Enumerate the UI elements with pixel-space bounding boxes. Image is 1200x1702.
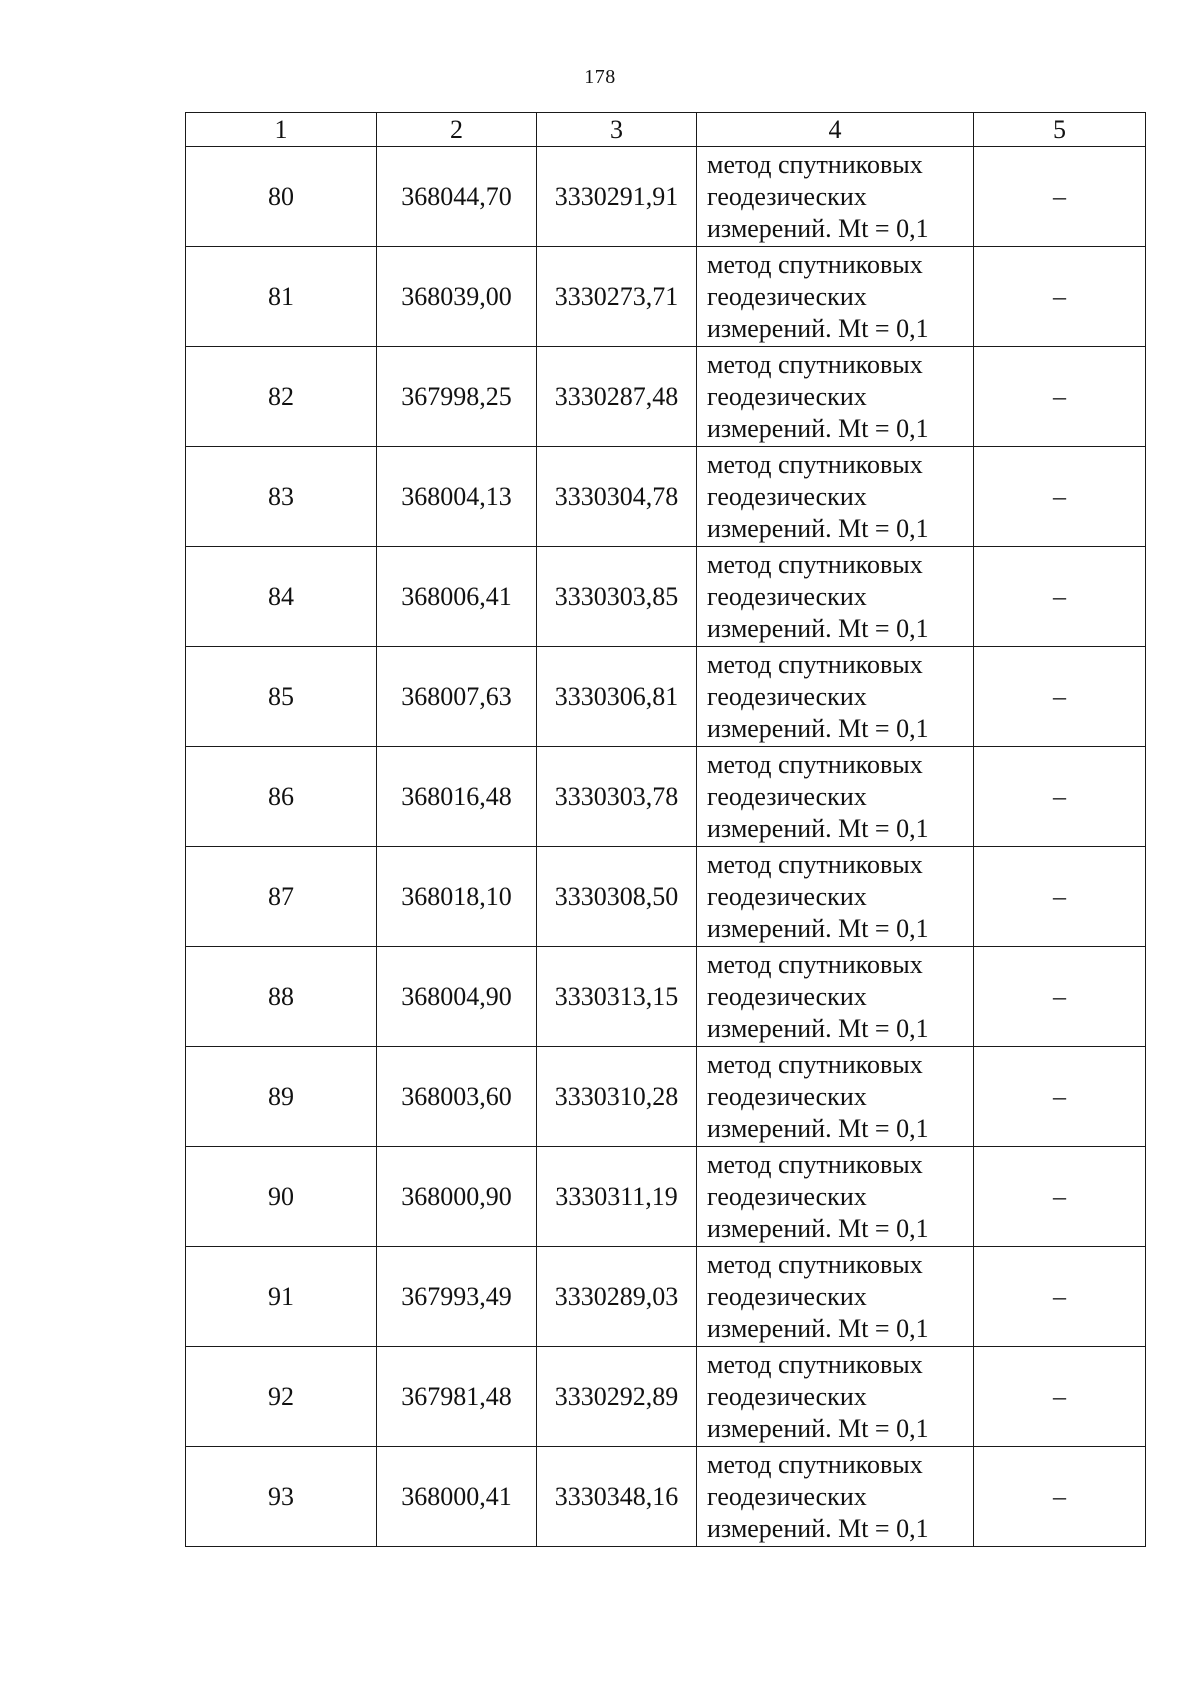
- method-line-1: метод спутниковых: [707, 1349, 923, 1379]
- method-line-3: измерений. Mt = 0,1: [707, 513, 929, 543]
- method-line-1: метод спутниковых: [707, 1049, 923, 1079]
- method-line-1: метод спутниковых: [707, 249, 923, 279]
- method-cell: [697, 647, 974, 747]
- y-coordinate-cell: 3330304,78: [537, 447, 697, 547]
- x-coordinate-cell: 368004,13: [377, 447, 537, 547]
- table-row: [186, 247, 1146, 347]
- point-number-cell: 83: [186, 447, 377, 547]
- table-header-row: [186, 113, 1146, 147]
- column-5-cell: –: [974, 247, 1146, 347]
- table-row: [186, 1147, 1146, 1247]
- column-header-4: 4: [697, 113, 974, 147]
- column-5-cell: –: [974, 1247, 1146, 1347]
- method-cell: [697, 447, 974, 547]
- method-cell: [697, 1047, 974, 1147]
- table-row: [186, 947, 1146, 1047]
- column-5-cell: –: [974, 1047, 1146, 1147]
- column-5-cell: –: [974, 447, 1146, 547]
- method-line-2: геодезических: [707, 1081, 867, 1111]
- point-number-cell: 84: [186, 547, 377, 647]
- column-5-cell: –: [974, 547, 1146, 647]
- method-line-3: измерений. Mt = 0,1: [707, 1113, 929, 1143]
- table-row: [186, 1447, 1146, 1547]
- y-coordinate-cell: 3330310,28: [537, 1047, 697, 1147]
- method-cell: [697, 247, 974, 347]
- table-row: [186, 547, 1146, 647]
- method-line-1: метод спутниковых: [707, 149, 923, 179]
- x-coordinate-cell: 368004,90: [377, 947, 537, 1047]
- column-header-1: 1: [186, 113, 377, 147]
- method-line-2: геодезических: [707, 581, 867, 611]
- y-coordinate-cell: 3330311,19: [537, 1147, 697, 1247]
- column-5-cell: –: [974, 647, 1146, 747]
- x-coordinate-cell: 367981,48: [377, 1347, 537, 1447]
- x-coordinate-cell: 368003,60: [377, 1047, 537, 1147]
- point-number-cell: 82: [186, 347, 377, 447]
- column-5-cell: –: [974, 1447, 1146, 1547]
- y-coordinate-cell: 3330308,50: [537, 847, 697, 947]
- method-cell: [697, 747, 974, 847]
- method-line-2: геодезических: [707, 1281, 867, 1311]
- column-5-cell: –: [974, 1147, 1146, 1247]
- x-coordinate-cell: 368018,10: [377, 847, 537, 947]
- x-coordinate-cell: 367993,49: [377, 1247, 537, 1347]
- column-5-cell: –: [974, 947, 1146, 1047]
- y-coordinate-cell: 3330303,85: [537, 547, 697, 647]
- method-line-1: метод спутниковых: [707, 349, 923, 379]
- method-cell: [697, 1347, 974, 1447]
- table-row: [186, 1347, 1146, 1447]
- column-header-5: 5: [974, 113, 1146, 147]
- table-row: [186, 647, 1146, 747]
- method-cell: [697, 1247, 974, 1347]
- method-line-3: измерений. Mt = 0,1: [707, 813, 929, 843]
- table-body: [186, 147, 1146, 1547]
- method-line-2: геодезических: [707, 881, 867, 911]
- coordinates-table: [185, 112, 1146, 1547]
- method-line-3: измерений. Mt = 0,1: [707, 313, 929, 343]
- column-5-cell: –: [974, 747, 1146, 847]
- method-cell: [697, 947, 974, 1047]
- method-line-1: метод спутниковых: [707, 649, 923, 679]
- point-number-cell: 80: [186, 147, 377, 247]
- y-coordinate-cell: 3330273,71: [537, 247, 697, 347]
- y-coordinate-cell: 3330289,03: [537, 1247, 697, 1347]
- y-coordinate-cell: 3330313,15: [537, 947, 697, 1047]
- point-number-cell: 86: [186, 747, 377, 847]
- table-row: [186, 147, 1146, 247]
- page-number: 178: [584, 66, 616, 88]
- method-line-2: геодезических: [707, 481, 867, 511]
- method-line-1: метод спутниковых: [707, 749, 923, 779]
- method-line-2: геодезических: [707, 1481, 867, 1511]
- table-row: [186, 1247, 1146, 1347]
- column-5-cell: –: [974, 347, 1146, 447]
- method-line-2: геодезических: [707, 181, 867, 211]
- x-coordinate-cell: 368044,70: [377, 147, 537, 247]
- method-line-3: измерений. Mt = 0,1: [707, 213, 929, 243]
- method-line-1: метод спутниковых: [707, 549, 923, 579]
- method-line-2: геодезических: [707, 781, 867, 811]
- column-header-3: 3: [537, 113, 697, 147]
- point-number-cell: 91: [186, 1247, 377, 1347]
- y-coordinate-cell: 3330348,16: [537, 1447, 697, 1547]
- method-line-1: метод спутниковых: [707, 1449, 923, 1479]
- method-cell: [697, 347, 974, 447]
- method-line-2: геодезических: [707, 381, 867, 411]
- x-coordinate-cell: 368016,48: [377, 747, 537, 847]
- point-number-cell: 85: [186, 647, 377, 747]
- method-line-3: измерений. Mt = 0,1: [707, 1513, 929, 1543]
- column-5-cell: –: [974, 147, 1146, 247]
- method-cell: [697, 147, 974, 247]
- x-coordinate-cell: 368006,41: [377, 547, 537, 647]
- table-row: [186, 447, 1146, 547]
- table-row: [186, 847, 1146, 947]
- table-row: [186, 747, 1146, 847]
- method-line-1: метод спутниковых: [707, 449, 923, 479]
- x-coordinate-cell: 368000,41: [377, 1447, 537, 1547]
- table-row: [186, 347, 1146, 447]
- table-row: [186, 1047, 1146, 1147]
- column-header-2: 2: [377, 113, 537, 147]
- point-number-cell: 90: [186, 1147, 377, 1247]
- method-line-3: измерений. Mt = 0,1: [707, 713, 929, 743]
- method-line-1: метод спутниковых: [707, 949, 923, 979]
- x-coordinate-cell: 368039,00: [377, 247, 537, 347]
- method-line-3: измерений. Mt = 0,1: [707, 913, 929, 943]
- y-coordinate-cell: 3330292,89: [537, 1347, 697, 1447]
- method-line-3: измерений. Mt = 0,1: [707, 1413, 929, 1443]
- column-5-cell: –: [974, 847, 1146, 947]
- y-coordinate-cell: 3330303,78: [537, 747, 697, 847]
- y-coordinate-cell: 3330287,48: [537, 347, 697, 447]
- point-number-cell: 93: [186, 1447, 377, 1547]
- x-coordinate-cell: 368000,90: [377, 1147, 537, 1247]
- y-coordinate-cell: 3330306,81: [537, 647, 697, 747]
- method-line-3: измерений. Mt = 0,1: [707, 1213, 929, 1243]
- x-coordinate-cell: 367998,25: [377, 347, 537, 447]
- method-line-3: измерений. Mt = 0,1: [707, 413, 929, 443]
- method-line-2: геодезических: [707, 1181, 867, 1211]
- method-cell: [697, 1447, 974, 1547]
- method-line-2: геодезических: [707, 281, 867, 311]
- method-cell: [697, 1147, 974, 1247]
- point-number-cell: 92: [186, 1347, 377, 1447]
- method-line-3: измерений. Mt = 0,1: [707, 1313, 929, 1343]
- method-line-1: метод спутниковых: [707, 1149, 923, 1179]
- method-line-3: измерений. Mt = 0,1: [707, 1013, 929, 1043]
- method-line-2: геодезических: [707, 981, 867, 1011]
- y-coordinate-cell: 3330291,91: [537, 147, 697, 247]
- point-number-cell: 88: [186, 947, 377, 1047]
- x-coordinate-cell: 368007,63: [377, 647, 537, 747]
- method-line-3: измерений. Mt = 0,1: [707, 613, 929, 643]
- column-5-cell: –: [974, 1347, 1146, 1447]
- point-number-cell: 87: [186, 847, 377, 947]
- method-cell: [697, 547, 974, 647]
- method-cell: [697, 847, 974, 947]
- method-line-2: геодезических: [707, 681, 867, 711]
- point-number-cell: 81: [186, 247, 377, 347]
- method-line-2: геодезических: [707, 1381, 867, 1411]
- point-number-cell: 89: [186, 1047, 377, 1147]
- method-line-1: метод спутниковых: [707, 1249, 923, 1279]
- method-line-1: метод спутниковых: [707, 849, 923, 879]
